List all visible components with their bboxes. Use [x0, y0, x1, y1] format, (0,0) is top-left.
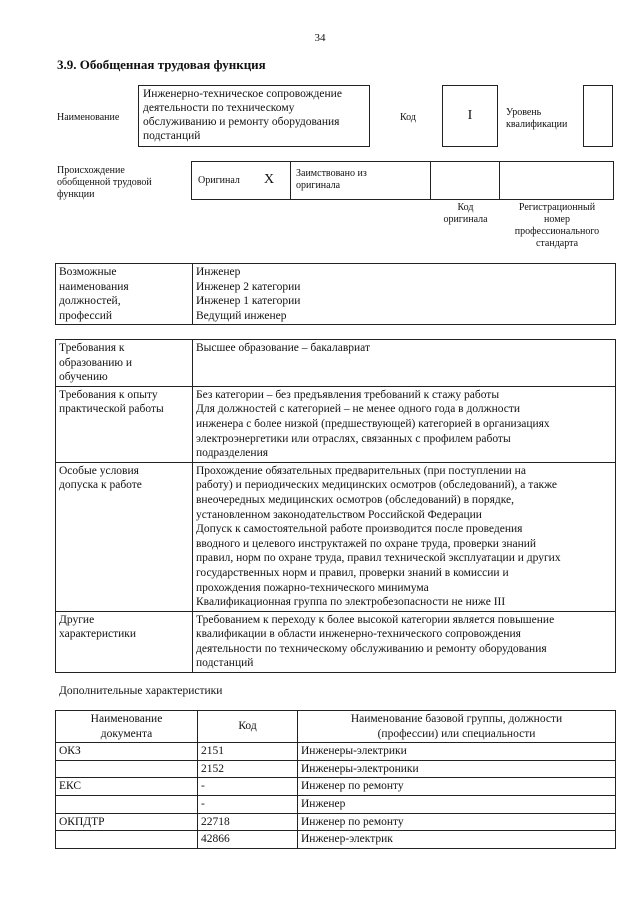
table-row: [56, 760, 616, 778]
positions-table: [55, 263, 616, 325]
table-row: [56, 813, 616, 831]
requirements-table: [55, 339, 616, 673]
code-label: Код: [400, 112, 416, 123]
requirement-label-line: обучению: [59, 371, 108, 384]
requirement-value-line: работу) и периодических медицинских осмотров (обследований), а также: [196, 479, 558, 492]
table-row: [56, 743, 616, 761]
doc-header-line: документа: [100, 727, 153, 740]
positions-label-line: профессий: [59, 309, 113, 322]
level-label-line: квалификации: [506, 119, 568, 130]
requirement-label-line: практической работы: [59, 403, 164, 416]
doc-cell: [56, 760, 198, 778]
doc-cell: ОКЗ: [56, 743, 198, 761]
requirement-value-line: Квалификационная группа по электробезопасности не ниже III: [196, 596, 506, 609]
position-item: Инженер: [196, 266, 241, 278]
caption-line: стандарта: [535, 238, 579, 249]
doc-cell: [56, 831, 198, 849]
code-cell: 2151: [198, 743, 298, 761]
requirement-label-line: Требования к опыту: [59, 388, 158, 401]
requirement-value-line: подстанций: [196, 657, 254, 670]
additional-title: Дополнительные характеристики: [59, 685, 223, 697]
requirement-value-line: государственных норм и правил, проверки знаний в комиссии и: [196, 566, 509, 579]
positions-list-cell: [193, 264, 616, 325]
requirement-row: [56, 340, 616, 387]
level-label-line: Уровень: [506, 107, 542, 118]
name-cell: Инженеры-электроники: [298, 760, 616, 778]
requirement-row: [56, 462, 616, 611]
function-name-box: [138, 85, 370, 147]
requirement-value-line: вводного и целевого инструктажей по охране труда, проверки знаний: [196, 537, 537, 550]
requirement-value-line: Допуск к самостоятельной работе производится после проведения: [196, 523, 523, 536]
origin-label: [57, 165, 152, 201]
function-name-line: деятельности по техническому: [143, 102, 295, 114]
requirement-label-line: Особые условия: [59, 464, 139, 477]
page-number: 34: [314, 32, 326, 44]
position-item: Инженер 2 категории: [196, 280, 301, 293]
code-header: Код: [198, 711, 298, 743]
doc-cell: ЕКС: [56, 778, 198, 796]
original-mark: X: [264, 172, 275, 187]
code-cell: 42866: [198, 831, 298, 849]
requirement-value-line: инженера с более низкой (предшествующей) категорией в организациях: [196, 417, 550, 430]
positions-label-line: Возможные: [59, 266, 117, 278]
requirement-value-line: правил, норм по охране труда, правил технической эксплуатации и других: [196, 552, 561, 565]
function-name-line: подстанций: [143, 130, 201, 142]
position-item: Инженер 1 категории: [196, 295, 301, 308]
table-row: [56, 795, 616, 813]
requirement-value-line: Прохождение обязательных предварительных (при поступлении на: [196, 464, 526, 477]
caption-line: Код: [457, 202, 474, 213]
level-value-box: [583, 85, 613, 147]
name-cell: Инженер по ремонту: [298, 813, 616, 831]
additional-header-row: [56, 711, 616, 743]
caption-line: профессионального: [514, 226, 600, 237]
section-title: 3.9. Обобщенная трудовая функция: [57, 57, 266, 72]
code-value-box: I: [442, 85, 498, 147]
origin-label-line: обобщенной трудовой: [57, 177, 152, 188]
name-header-line: (профессии) или специальности: [377, 727, 536, 740]
name-label: Наименование: [57, 112, 120, 123]
requirement-label-line: допуска к работе: [59, 479, 142, 492]
function-name-line: Инженерно-техническое сопровождение: [143, 88, 342, 100]
requirement-label-line: Требования к: [59, 342, 125, 354]
requirement-value-line: Для должностей с категорией – не менее одного года в должности: [196, 403, 521, 416]
name-cell: Инженер: [298, 795, 616, 813]
borrowed-label-line: оригинала: [296, 180, 341, 191]
code-cell: 2152: [198, 760, 298, 778]
requirement-value-line: деятельности по техническому обслуживанию и ремонту оборудования: [196, 642, 547, 655]
caption-line: оригинала: [443, 214, 488, 225]
name-header: [298, 711, 616, 743]
requirement-label-cell: [56, 611, 193, 672]
requirement-value-cell: [193, 611, 616, 672]
requirement-value-line: прохождения пожарно-технического минимума: [196, 581, 429, 594]
caption-line: Регистрационный: [518, 202, 596, 213]
level-label: [506, 107, 567, 131]
requirement-value-line: Требованием к переходу к более высокой категории является повышение: [196, 613, 555, 626]
code-cell: -: [198, 778, 298, 796]
borrowed-label-line: Заимствовано из: [296, 168, 367, 179]
requirement-label-cell: [56, 462, 193, 611]
doc-header: [56, 711, 198, 743]
requirement-row: [56, 611, 616, 672]
requirement-label-cell: [56, 340, 193, 387]
origin-label-line: функции: [57, 189, 95, 200]
borrowed-label: [296, 168, 367, 192]
name-cell: Инженеры-электрики: [298, 743, 616, 761]
positions-label-line: должностей,: [59, 295, 121, 308]
doc-cell: [56, 795, 198, 813]
requirement-value-line: Высшее образование – бакалавриат: [196, 342, 370, 354]
table-row: [56, 831, 616, 849]
requirement-value-line: электроэнергетики или отраслях, связанных с профилем работы: [196, 432, 511, 445]
table-row: [56, 778, 616, 796]
origin-label-line: Происхождение: [57, 165, 125, 176]
requirement-value-line: квалификации в области инженерно-технического сопровождения: [196, 628, 521, 641]
name-cell: Инженер-электрик: [298, 831, 616, 849]
requirement-row: [56, 386, 616, 462]
original-label: Оригинал: [198, 175, 240, 186]
caption-line: номер: [544, 214, 570, 225]
name-header-line: Наименование базовой группы, должности: [350, 713, 563, 725]
requirement-value-line: установленном законодательством Российской Федерации: [196, 508, 482, 521]
additional-table: [55, 710, 616, 849]
positions-label-cell: [56, 264, 193, 325]
position-item: Ведущий инженер: [196, 309, 287, 322]
code-cell: -: [198, 795, 298, 813]
requirement-value-line: подразделения: [196, 447, 269, 460]
requirement-value-line: Без категории – без предъявления требований к стажу работы: [196, 388, 500, 401]
requirement-value-cell: [193, 340, 616, 387]
requirement-value-line: внеочередных медицинских осмотров (обследований) в порядке,: [196, 493, 515, 506]
requirement-label-line: характеристики: [59, 628, 137, 641]
origin-table: [191, 161, 614, 200]
doc-cell: ОКПДТР: [56, 813, 198, 831]
function-name-line: обслуживанию и ремонту оборудования: [143, 116, 340, 128]
code-original-caption: [431, 202, 500, 226]
requirement-value-cell: [193, 386, 616, 462]
requirement-label-cell: [56, 386, 193, 462]
doc-header-line: Наименование: [90, 713, 163, 725]
code-cell: 22718: [198, 813, 298, 831]
requirement-label-line: образованию и: [59, 356, 132, 369]
requirement-label-line: Другие: [59, 613, 95, 626]
requirement-value-cell: [193, 462, 616, 611]
name-cell: Инженер по ремонту: [298, 778, 616, 796]
reg-number-caption: [500, 202, 614, 250]
positions-label-line: наименования: [59, 280, 129, 293]
